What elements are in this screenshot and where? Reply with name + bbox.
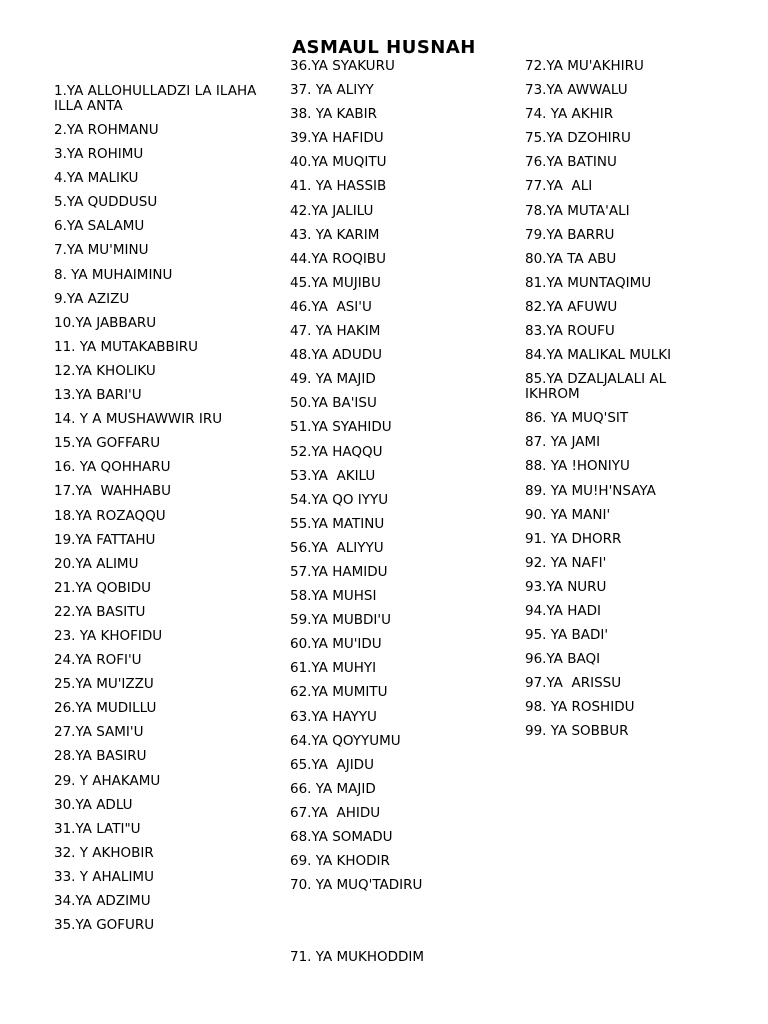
name-list-item: 47. YA HAKIM [290, 323, 381, 340]
name-list-item: 14. Y A MUSHAWWIR IRU [54, 411, 223, 428]
name-list-item: 68.YA SOMADU [290, 829, 393, 845]
name-list-item: 58.YA MUHSI [290, 588, 377, 605]
name-list-item: 5.YA QUDDUSU [54, 194, 158, 211]
name-list-item: 33. Y AHALIMU [54, 868, 154, 885]
name-list-item: 26.YA MUDILLU [54, 700, 157, 717]
name-list-item: 48.YA ADUDU [290, 347, 382, 364]
name-list-item: 8. YA MUHAIMINU [54, 266, 173, 283]
name-list-item: 53.YA AKILU [290, 467, 376, 484]
name-list-item: 21.YA QOBIDU [54, 579, 151, 596]
name-list-item: 63.YA HAYYU [290, 708, 377, 725]
names-column-2-footer [290, 950, 510, 974]
name-list-item: 79.YA BARRU [525, 226, 615, 243]
name-list-item: 83.YA ROUFU [525, 323, 615, 340]
name-list-item: 75.YA DZOHIRU [525, 130, 631, 147]
name-list-item: 27.YA SAMI'U [54, 724, 144, 741]
name-list-item: 16. YA QOHHARU [54, 459, 171, 476]
name-list-item: 64.YA QOYYUMU [290, 732, 401, 749]
name-list-item: 59.YA MUBDI'U [290, 612, 391, 629]
name-list-item: 10.YA JABBARU [54, 314, 157, 331]
name-list-item: 88. YA !HONIYU [525, 458, 630, 475]
name-list-item: 19.YA FATTAHU [54, 531, 156, 548]
name-list-item: 87. YA JAMI [525, 434, 601, 451]
name-list-item: 1.YA ALLOHULLADZI LA ILAHA ILLA ANTA [54, 83, 257, 114]
name-list-item: 31.YA LATI"U [54, 820, 141, 837]
name-list-item: 73.YA AWWALU [525, 82, 628, 99]
name-list-item: 89. YA MU!H'NSAYA [525, 482, 656, 499]
name-list-item: 38. YA KABIR [290, 106, 377, 123]
name-list-item: 37. YA ALIYY [290, 82, 374, 99]
name-list-item: 80.YA TA ABU [525, 250, 617, 267]
name-list-item: 23. YA KHOFIDU [54, 627, 163, 644]
name-list-item: 11. YA MUTAKABBIRU [54, 338, 199, 355]
name-list-item: 78.YA MUTA'ALI [525, 202, 630, 219]
name-list-item: 35.YA GOFURU [54, 917, 155, 934]
name-list-item: 4.YA MALIKU [54, 170, 139, 187]
name-list-item: 99. YA SOBBUR [525, 723, 629, 740]
name-list-item: 98. YA ROSHIDU [525, 699, 635, 716]
name-list-item: 86. YA MUQ'SIT [525, 410, 629, 427]
name-list-item: 6.YA SALAMU [54, 218, 145, 235]
name-list-item: 22.YA BASITU [54, 603, 146, 620]
name-list-item: 60.YA MU'IDU [290, 636, 382, 653]
name-list-item: 18.YA ROZAQQU [54, 507, 166, 524]
name-list-item: 45.YA MUJIBU [290, 274, 381, 291]
name-list-item: 72.YA MU'AKHIRU [525, 58, 644, 74]
name-list-item: 67.YA AHIDU [290, 804, 381, 821]
name-list-item: 42.YA JALILU [290, 202, 374, 219]
name-list-item: 92. YA NAFI' [525, 554, 607, 571]
name-list-item: 71. YA MUKHODDIM [290, 949, 425, 965]
name-list-item: 61.YA MUHYI [290, 660, 377, 677]
name-list-item: 76.YA BATINU [525, 154, 617, 171]
name-list-item: 96.YA BAQI [525, 651, 601, 668]
name-list-item: 82.YA AFUWU [525, 298, 618, 315]
name-list-item: 44.YA ROQIBU [290, 250, 386, 267]
name-list-item: 12.YA KHOLIKU [54, 362, 156, 379]
name-list-item: 46.YA ASI'U [290, 298, 372, 315]
name-list-item: 85.YA DZALJALALI AL IKHROM [525, 371, 667, 403]
name-list-item: 2.YA ROHMANU [54, 122, 159, 138]
name-list-item: 34.YA ADZIMU [54, 893, 151, 909]
name-list-item: 93.YA NURU [525, 578, 607, 595]
name-list-item: 52.YA HAQQU [290, 443, 383, 460]
name-list-item: 3.YA ROHIMU [54, 146, 144, 163]
name-list-item: 65.YA AJIDU [290, 756, 374, 773]
name-list-item: 7.YA MU'MINU [54, 242, 149, 259]
name-list-item: 32. Y AKHOBIR [54, 844, 154, 861]
names-column-1 [54, 84, 264, 942]
name-list-item: 81.YA MUNTAQIMU [525, 274, 652, 291]
name-list-item: 54.YA QO IYYU [290, 491, 389, 508]
name-list-item: 17.YA WAHHABU [54, 483, 172, 500]
name-list-item: 91. YA DHORR [525, 530, 622, 547]
name-list-item: 28.YA BASIRU [54, 748, 147, 765]
name-list-item: 94.YA HADI [525, 602, 601, 619]
name-list-item: 30.YA ADLU [54, 796, 133, 813]
name-list-item: 66. YA MAJID [290, 780, 376, 797]
name-list-item: 51.YA SYAHIDU [290, 419, 392, 436]
name-list-item: 77.YA ALI [525, 178, 593, 195]
name-list-item: 13.YA BARI'U [54, 387, 142, 404]
name-list-item: 55.YA MATINU [290, 515, 385, 532]
name-list-item: 41. YA HASSIB [290, 178, 387, 195]
name-list-item: 57.YA HAMIDU [290, 563, 388, 580]
name-list-item: 74. YA AKHIR [525, 106, 614, 123]
name-list-item: 70. YA MUQ'TADIRU [290, 877, 423, 894]
name-list-item: 95. YA BADI' [525, 627, 609, 644]
page-title: ASMAUL HUSNAH [292, 37, 476, 58]
name-list-item: 43. YA KARIM [290, 226, 380, 243]
name-list-item: 62.YA MUMITU [290, 684, 388, 701]
names-column-2 [290, 59, 510, 902]
name-list-item: 69. YA KHODIR [290, 853, 390, 870]
name-list-item: 36.YA SYAKURU [290, 58, 395, 74]
name-list-item: 50.YA BA'ISU [290, 395, 377, 412]
name-list-item: 25.YA MU'IZZU [54, 676, 154, 693]
name-list-item: 29. Y AHAKAMU [54, 772, 161, 789]
names-column-3 [525, 59, 725, 749]
name-list-item: 9.YA AZIZU [54, 290, 130, 307]
name-list-item: 15.YA GOFFARU [54, 435, 161, 452]
name-list-item: 90. YA MANI' [525, 506, 611, 523]
name-list-item: 40.YA MUQITU [290, 154, 387, 171]
name-list-item: 39.YA HAFIDU [290, 130, 384, 147]
name-list-item: 49. YA MAJID [290, 371, 376, 388]
name-list-item: 24.YA ROFI'U [54, 652, 142, 669]
name-list-item: 97.YA ARISSU [525, 675, 622, 692]
name-list-item: 84.YA MALIKAL MULKI [525, 347, 672, 364]
name-list-item: 20.YA ALIMU [54, 555, 139, 572]
name-list-item: 56.YA ALIYYU [290, 539, 384, 556]
